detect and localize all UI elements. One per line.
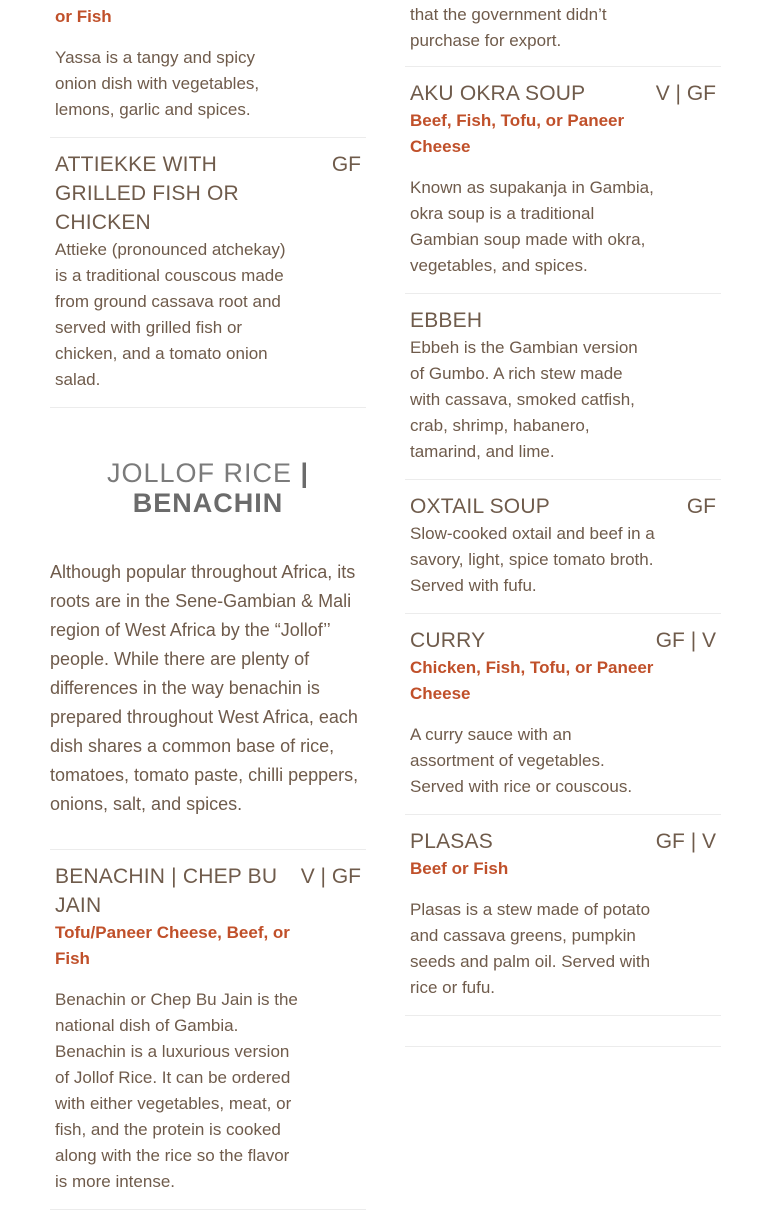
menu-item-yassa [50,4,366,138]
diet-tag: V | GF [300,865,361,888]
item-protein: Beef or Fish [410,859,509,878]
item-name: ATTIEKKE WITH GRILLED FISH OR CHICKEN [55,153,239,234]
item-name: AKU OKRA SOUP [410,82,586,105]
item-protein: Beef, Fish, Tofu, or Paneer Cheese [410,111,625,156]
item-name: BENACHIN | CHEP BU JAIN [55,865,278,917]
menu-item-aku-okra-soup [405,67,721,294]
section-jollof-rice [50,408,366,850]
menu-item-plasas [405,815,721,1016]
menu-item-benachin [50,850,366,1210]
diet-tag: GF | V [655,830,716,853]
diet-tag: GF | V [655,629,716,652]
item-protein: Tofu/Paneer Cheese, Beef, or Fish [55,923,290,968]
menu-column-left [50,0,366,1210]
menu-item-previous [405,2,721,67]
item-name: CURRY [410,629,486,652]
menu-item-ebbeh [405,294,721,480]
menu-item-attiekke [50,138,366,408]
section-intro: Although popular throughout Africa, its roots are in the Sene-Gambian & Mali region of West Africa by the “Jollof’’ people. While there are plenty of differences in the way benachin is prepared throughout West Africa, each dish shares a common base of rice, tomatoes, tomato paste, chilli peppers, onions, salt, and spices. [50,562,359,814]
item-name: PLASAS [410,830,493,853]
menu-item-oxtail-soup [405,480,721,614]
item-description: Ebbeh is the Gambian version of Gumbo. A rich stew made with cassava, smoked catfish, crab, shrimp, habanero, tamarind, and lime. [410,338,638,461]
item-description: that the government didn’t purchase for export. [410,5,607,50]
diet-tag: V | GF [655,82,716,105]
section-title-sub: BENACHIN [132,488,284,518]
item-name: OXTAIL SOUP [410,495,550,518]
item-description: Attieke (pronounced atchekay) is a traditional couscous made from ground cassava root and served with grilled fish or chicken, and a tomato onion salad. [55,240,286,389]
item-description: Yassa is a tangy and spicy onion dish with vegetables, lemons, garlic and spices. [55,48,260,119]
diet-tag: GF [686,495,716,518]
item-description: Slow-cooked oxtail and beef in a savory, light, spice tomato broth. Served with fufu. [410,524,655,595]
diet-tag: GF [331,153,361,176]
section-title-separator: | [291,458,310,488]
item-description: Plasas is a stew made of potato and cassava greens, pumpkin seeds and palm oil. Served with rice or fufu. [410,900,651,997]
menu-column-right [405,0,721,1047]
item-name: EBBEH [410,309,483,332]
item-protein: Chicken, Fish, Tofu, or Paneer Cheese [410,658,654,703]
column-end-divider [405,1046,721,1047]
menu-item-curry [405,614,721,815]
section-title-main: JOLLOF RICE [106,458,292,488]
item-description: Known as supakanja in Gambia, okra soup is a traditional Gambian soup made with okra, vegetables, and spices. [410,178,654,275]
section-title [50,458,366,518]
item-description: Benachin or Chep Bu Jain is the national dish of Gambia. Benachin is a luxurious version of Jollof Rice. It can be ordered with either vegetables, meat, or fish, and the protein is cooked along with the rice so the flavor is more intense. [55,990,298,1191]
item-protein: or Fish [55,7,112,26]
item-description: A curry sauce with an assortment of vegetables. Served with rice or couscous. [410,725,633,796]
